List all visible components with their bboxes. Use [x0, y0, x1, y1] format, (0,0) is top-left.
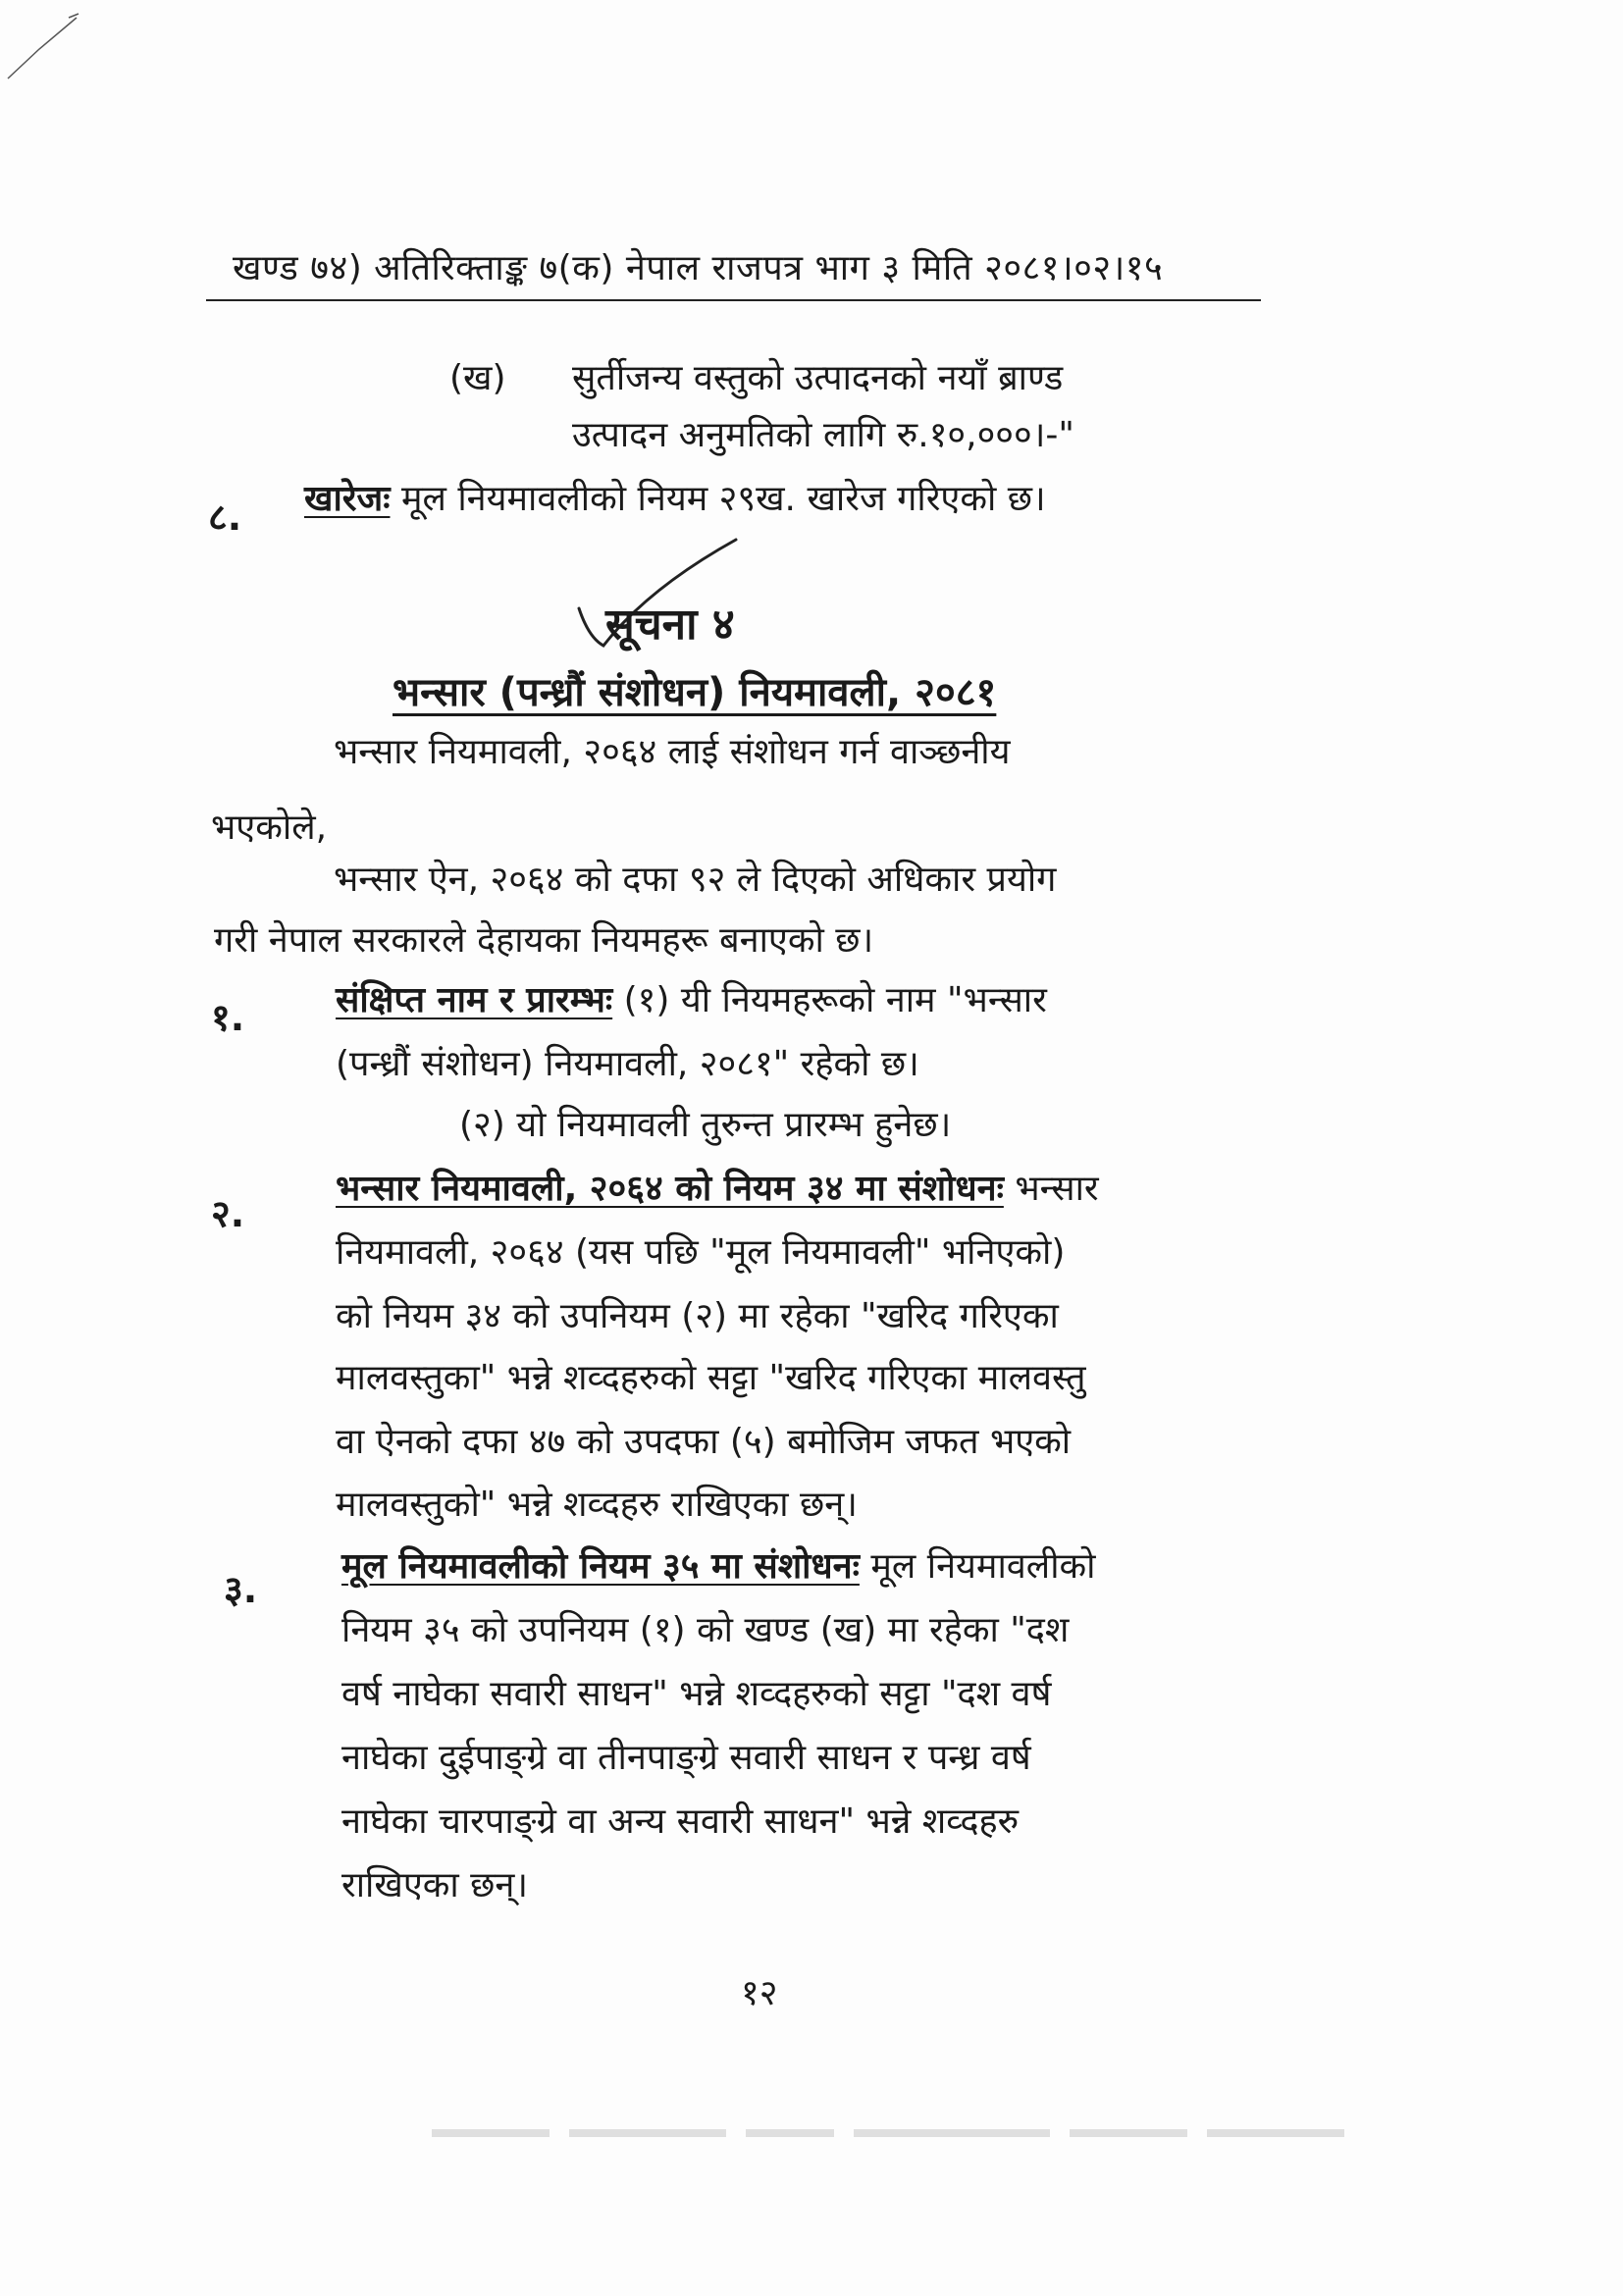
item-8-text-line	[304, 478, 1046, 521]
rule-2-line2: नियमावली, २०६४ (यस पछि "मूल नियमावली" भनिएको)	[336, 1232, 1066, 1273]
rule-1-line2: (पन्ध्रौं संशोधन) नियमावली, २०८१" रहेको छ।	[336, 1044, 919, 1084]
rule-3-line3: वर्ष नाघेका सवारी साधन" भन्ने शव्दहरुको सट्टा "दश वर्ष	[341, 1674, 1052, 1714]
rule-3-number: ३.	[224, 1568, 258, 1611]
bleed-through-text	[432, 2119, 1354, 2147]
notice-title: सूचना ४	[605, 600, 735, 650]
rule-2-number: २.	[211, 1192, 245, 1235]
rule-2-line3: को नियम ३४ को उपनियम (२) मा रहेका "खरिद गरिएका	[336, 1296, 1059, 1336]
rule-1-line1	[336, 979, 1047, 1022]
rule-1-heading: संक्षिप्त नाम र प्रारम्भः	[336, 980, 613, 1020]
rule-2-line5: वा ऐनको दफा ४७ को उपदफा (५) बमोजिम जफत भएको	[336, 1422, 1072, 1462]
rule-1-line1-rest: (१) यी नियमहरूको नाम "भन्सार	[623, 980, 1047, 1020]
preamble-line1: भन्सार नियमावली, २०६४ लाई संशोधन गर्न वाञ्छनीय	[334, 732, 1011, 772]
rule-3-heading: मूल नियमावलीको नियम ३५ मा संशोधनः	[341, 1546, 860, 1587]
item-8-text: मूल नियमावलीको नियम २९ख. खारेज गरिएको छ।	[400, 479, 1046, 519]
rule-3-line1	[341, 1545, 1096, 1589]
rule-2-heading: भन्सार नियमावली, २०६४ को नियम ३४ मा संशोधनः	[336, 1169, 1004, 1209]
header-divider	[206, 299, 1261, 301]
rule-3-line4: नाघेका दुईपाङ्ग्रे वा तीनपाङ्ग्रे सवारी साधन र पन्ध्र वर्ष	[341, 1738, 1031, 1778]
page-number: १२	[741, 1973, 778, 2013]
rule-3-line2: नियम ३५ को उपनियम (१) को खण्ड (ख) मा रहेका "दश	[341, 1610, 1070, 1650]
rule-2-line1-rest: भन्सार	[1015, 1169, 1099, 1209]
preamble-line3: भन्सार ऐन, २०६४ को दफा ९२ ले दिएको अधिकार प्रयोग	[334, 860, 1057, 900]
item-8-heading: खारेजः	[304, 479, 391, 519]
rule-2-line1	[336, 1168, 1099, 1211]
rule-3-line1-rest: मूल नियमावलीको	[870, 1546, 1096, 1587]
rule-1-line3: (२) यो नियमावली तुरुन्त प्रारम्भ हुनेछ।	[459, 1105, 952, 1145]
rules-title: भन्सार (पन्ध्रौं संशोधन) नियमावली, २०८१	[393, 670, 997, 715]
pen-stroke-mark	[0, 0, 108, 108]
clause-kha-line2: उत्पादन अनुमतिको लागि रु.१०,०००।-"	[572, 415, 1074, 455]
clause-kha-line1: सुर्तीजन्य वस्तुको उत्पादनको नयाँ ब्राण्ड	[572, 358, 1064, 398]
rule-3-line6: राखिएका छन्।	[341, 1865, 529, 1905]
rule-2-line6: मालवस्तुको" भन्ने शव्दहरु राखिएका छन्।	[336, 1485, 858, 1525]
rule-2-line4: मालवस्तुका" भन्ने शव्दहरुको सट्टा "खरिद गरिएका मालवस्तु	[336, 1358, 1086, 1398]
item-8-number: ८.	[208, 496, 242, 539]
rule-1-number: १.	[211, 996, 245, 1039]
gazette-header: खण्ड ७४) अतिरिक्ताङ्क ७(क) नेपाल राजपत्र भाग ३ मिति २०८१।०२।१५	[233, 248, 1164, 288]
preamble-line2: भएकोले,	[211, 808, 328, 848]
rule-3-line5: नाघेका चारपाङ्ग्रे वा अन्य सवारी साधन" भन्ने शव्दहरु	[341, 1801, 1020, 1842]
preamble-line4: गरी नेपाल सरकारले देहायका नियमहरू बनाएको छ।	[214, 920, 874, 961]
clause-kha-label: (ख)	[449, 358, 506, 398]
